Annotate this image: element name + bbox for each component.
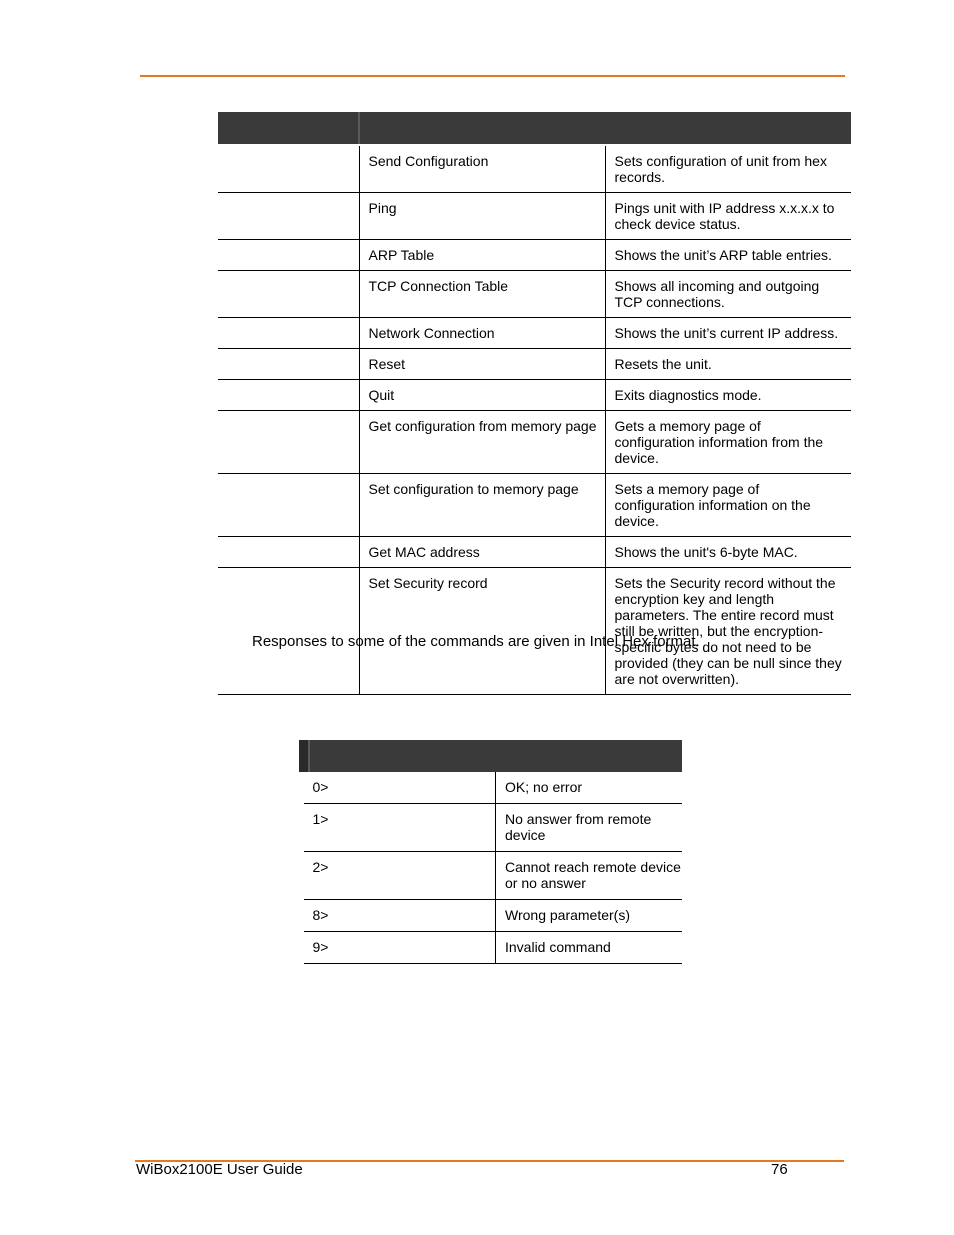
- table-row: [304, 804, 683, 852]
- command-description: Shows the unit’s ARP table entries.: [605, 240, 851, 271]
- command-name: Send Configuration: [359, 146, 605, 193]
- response-table-header: [304, 740, 683, 772]
- table-row: [218, 537, 851, 568]
- command-code: [218, 146, 359, 193]
- command-name: Get configuration from memory page: [359, 411, 605, 474]
- command-name: ARP Table: [359, 240, 605, 271]
- response-meaning: Cannot reach remote device or no answer: [496, 852, 683, 900]
- response-meaning: Invalid command: [496, 932, 683, 964]
- table-row: [218, 146, 851, 193]
- response-meaning: OK; no error: [496, 772, 683, 804]
- command-code: [218, 271, 359, 318]
- command-table: [218, 112, 851, 695]
- command-description: Sets configuration of unit from hex records.: [605, 146, 851, 193]
- table-row: [218, 474, 851, 537]
- table-row: [304, 900, 683, 932]
- command-code: [218, 240, 359, 271]
- table-row: [218, 271, 851, 318]
- header-cell-command: [218, 112, 359, 144]
- command-description: Shows the unit’s current IP address.: [605, 318, 851, 349]
- table-row: [304, 932, 683, 964]
- header-cell-description: [359, 112, 851, 144]
- command-code: [218, 318, 359, 349]
- command-name: Set Security record: [359, 568, 605, 695]
- table-row: [218, 568, 851, 695]
- page-number: 76: [771, 1161, 788, 1178]
- command-name: Reset: [359, 349, 605, 380]
- table-row: [218, 380, 851, 411]
- table-row: [218, 349, 851, 380]
- footer-title: WiBox2100E User Guide: [136, 1161, 303, 1178]
- command-description: Sets a memory page of configuration information on the device.: [605, 474, 851, 537]
- command-description: Exits diagnostics mode.: [605, 380, 851, 411]
- response-code: 9>: [304, 932, 496, 964]
- command-description: Shows the unit's 6-byte MAC.: [605, 537, 851, 568]
- command-code: [218, 537, 359, 568]
- response-code: 2>: [304, 852, 496, 900]
- command-name: Quit: [359, 380, 605, 411]
- command-description: Shows all incoming and outgoing TCP connections.: [605, 271, 851, 318]
- command-table-header: [218, 112, 851, 144]
- response-code: 0>: [304, 772, 496, 804]
- table-row: [218, 411, 851, 474]
- response-code: 1>: [304, 804, 496, 852]
- command-name: Get MAC address: [359, 537, 605, 568]
- command-name: Set configuration to memory page: [359, 474, 605, 537]
- command-code: [218, 380, 359, 411]
- header-cell-meaning: [309, 740, 682, 772]
- response-table: [299, 740, 682, 964]
- command-code: [218, 193, 359, 240]
- response-meaning: No answer from remote device: [496, 804, 683, 852]
- command-code: [218, 349, 359, 380]
- command-name: Ping: [359, 193, 605, 240]
- table-row: [304, 852, 683, 900]
- command-description: Pings unit with IP address x.x.x.x to check device status.: [605, 193, 851, 240]
- command-code: [218, 411, 359, 474]
- table-row: [218, 240, 851, 271]
- header-rule: [140, 75, 845, 77]
- command-description: Gets a memory page of configuration information from the device.: [605, 411, 851, 474]
- command-name: TCP Connection Table: [359, 271, 605, 318]
- command-name: Network Connection: [359, 318, 605, 349]
- response-meaning: Wrong parameter(s): [496, 900, 683, 932]
- response-code: 8>: [304, 900, 496, 932]
- table-row: [304, 772, 683, 804]
- table-row: [218, 318, 851, 349]
- command-code: [218, 474, 359, 537]
- table-row: [218, 193, 851, 240]
- command-code: [218, 568, 359, 695]
- hex-format-note: Responses to some of the commands are given in Intel Hex format.: [252, 633, 700, 650]
- command-description: Sets the Security record without the encryption key and length parameters. The entire record must still be written, but the encryption-specific bytes do not need to be provided (they can be null since they are not overwritten).: [605, 568, 851, 695]
- command-description: Resets the unit.: [605, 349, 851, 380]
